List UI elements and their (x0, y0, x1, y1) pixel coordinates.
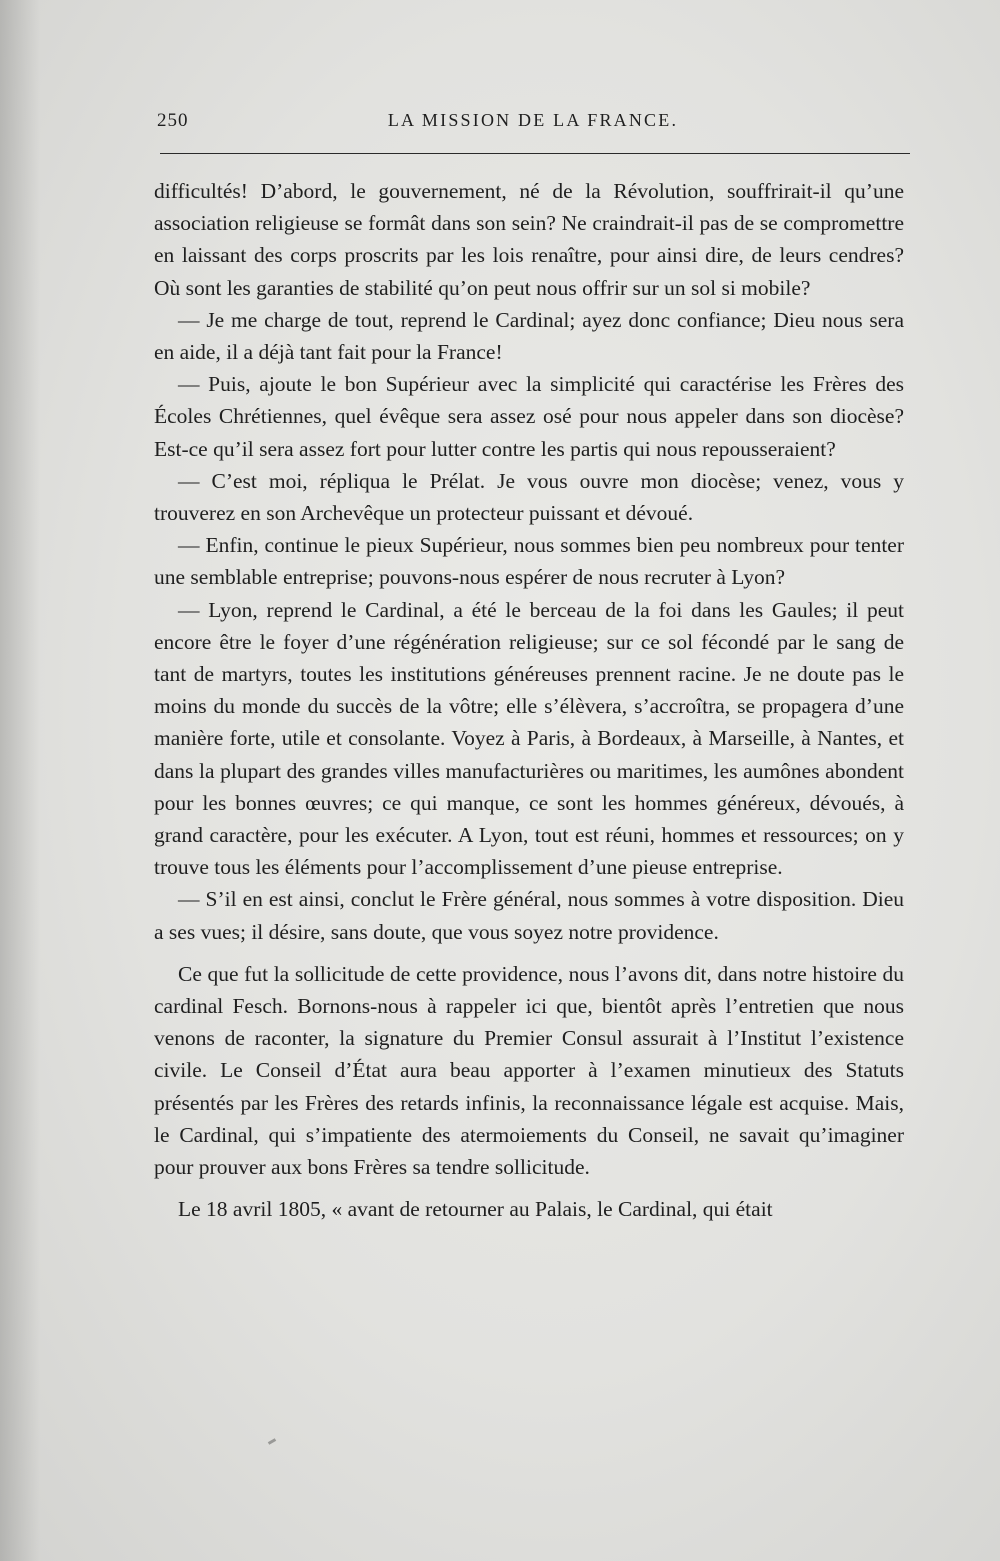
body-text (154, 175, 904, 1226)
paragraph: difficultés! D’abord, le gouvernement, né de la Révolution, souffrirait-il qu’une association religieuse se formât dans son sein? Ne craindrait-il pas de se compromettre en laissant des corps proscrits par les lois renaître, pour ainsi dire, de leurs cendres? Où sont les garanties de stabilité qu’on peut nous offrir sur un sol si mobile? (154, 179, 904, 300)
paragraph: — Lyon, reprend le Cardinal, a été le berceau de la foi dans les Gaules; il peut encore être le foyer d’une régénération religieuse; sur ce sol fécondé par le sang de tant de martyrs, toutes les institutions généreuses prennent racine. Je ne doute pas le moins du monde du succès de la vôtre; elle s’élèvera, s’accroîtra, se propagera d’une manière forte, utile et consolante. Voyez à Paris, à Bordeaux, à Marseille, à Nantes, et dans la plupart des grandes villes manufacturières ou maritimes, les aumônes abondent pour les bonnes œuvres; ce qui manque, ce sont les hommes généreux, dévoués, à grand caractère, pour les exécuter. A Lyon, tout est réuni, hommes et ressources; on y trouve tous les éléments pour l’accomplissement d’une pieuse entreprise. (154, 597, 904, 880)
paragraph: Ce que fut la sollicitude de cette providence, nous l’avons dit, dans notre histoire du cardinal Fesch. Bornons-nous à rappeler ici que, bientôt après l’entretien que nous venons de raconter, la signature du Premier Consul assurait à l’Institut l’existence civile. Le Conseil d’État aura beau apporter à l’examen minutieux des Statuts présentés par les Frères des retards infinis, la reconnaissance légale est acquise. Mais, le Cardinal, qui s’impatiente des atermoiements du Conseil, ne savait qu’imaginer pour prouver aux bons Frères sa tendre sollicitude. (154, 961, 904, 1180)
paragraph: — Puis, ajoute le bon Supérieur avec la simplicité qui caractérise les Frères des Écoles Chrétiennes, quel évêque sera assez osé pour nous appeler dans son diocèse? Est-ce qu’il sera assez fort pour lutter contre les partis qui nous repousseraient? (154, 372, 904, 461)
page-header (157, 110, 909, 140)
paper-mark (268, 1438, 276, 1445)
paragraph: — C’est moi, répliqua le Prélat. Je vous ouvre mon diocèse; venez, vous y trouverez en son Archevêque un protecteur puissant et dévoué. (154, 468, 904, 526)
running-title: LA MISSION DE LA FRANCE. (387, 110, 679, 130)
paragraph: Le 18 avril 1805, « avant de retourner au Palais, le Cardinal, qui était (178, 1197, 773, 1222)
paragraph: — S’il en est ainsi, conclut le Frère général, nous sommes à votre disposition. Dieu a ses vues; il désire, sans doute, que vous soyez notre providence. (154, 887, 904, 944)
page-number: 250 (157, 110, 189, 131)
paragraph: — Enfin, continue le pieux Supérieur, nous sommes bien peu nombreux pour tenter une semblable entreprise; pouvons-nous espérer de nous recruter à Lyon? (154, 533, 904, 590)
paragraph: — Je me charge de tout, reprend le Cardinal; ayez donc confiance; Dieu nous sera en aide, il a déjà tant fait pour la France! (154, 307, 904, 365)
header-rule (160, 153, 910, 154)
